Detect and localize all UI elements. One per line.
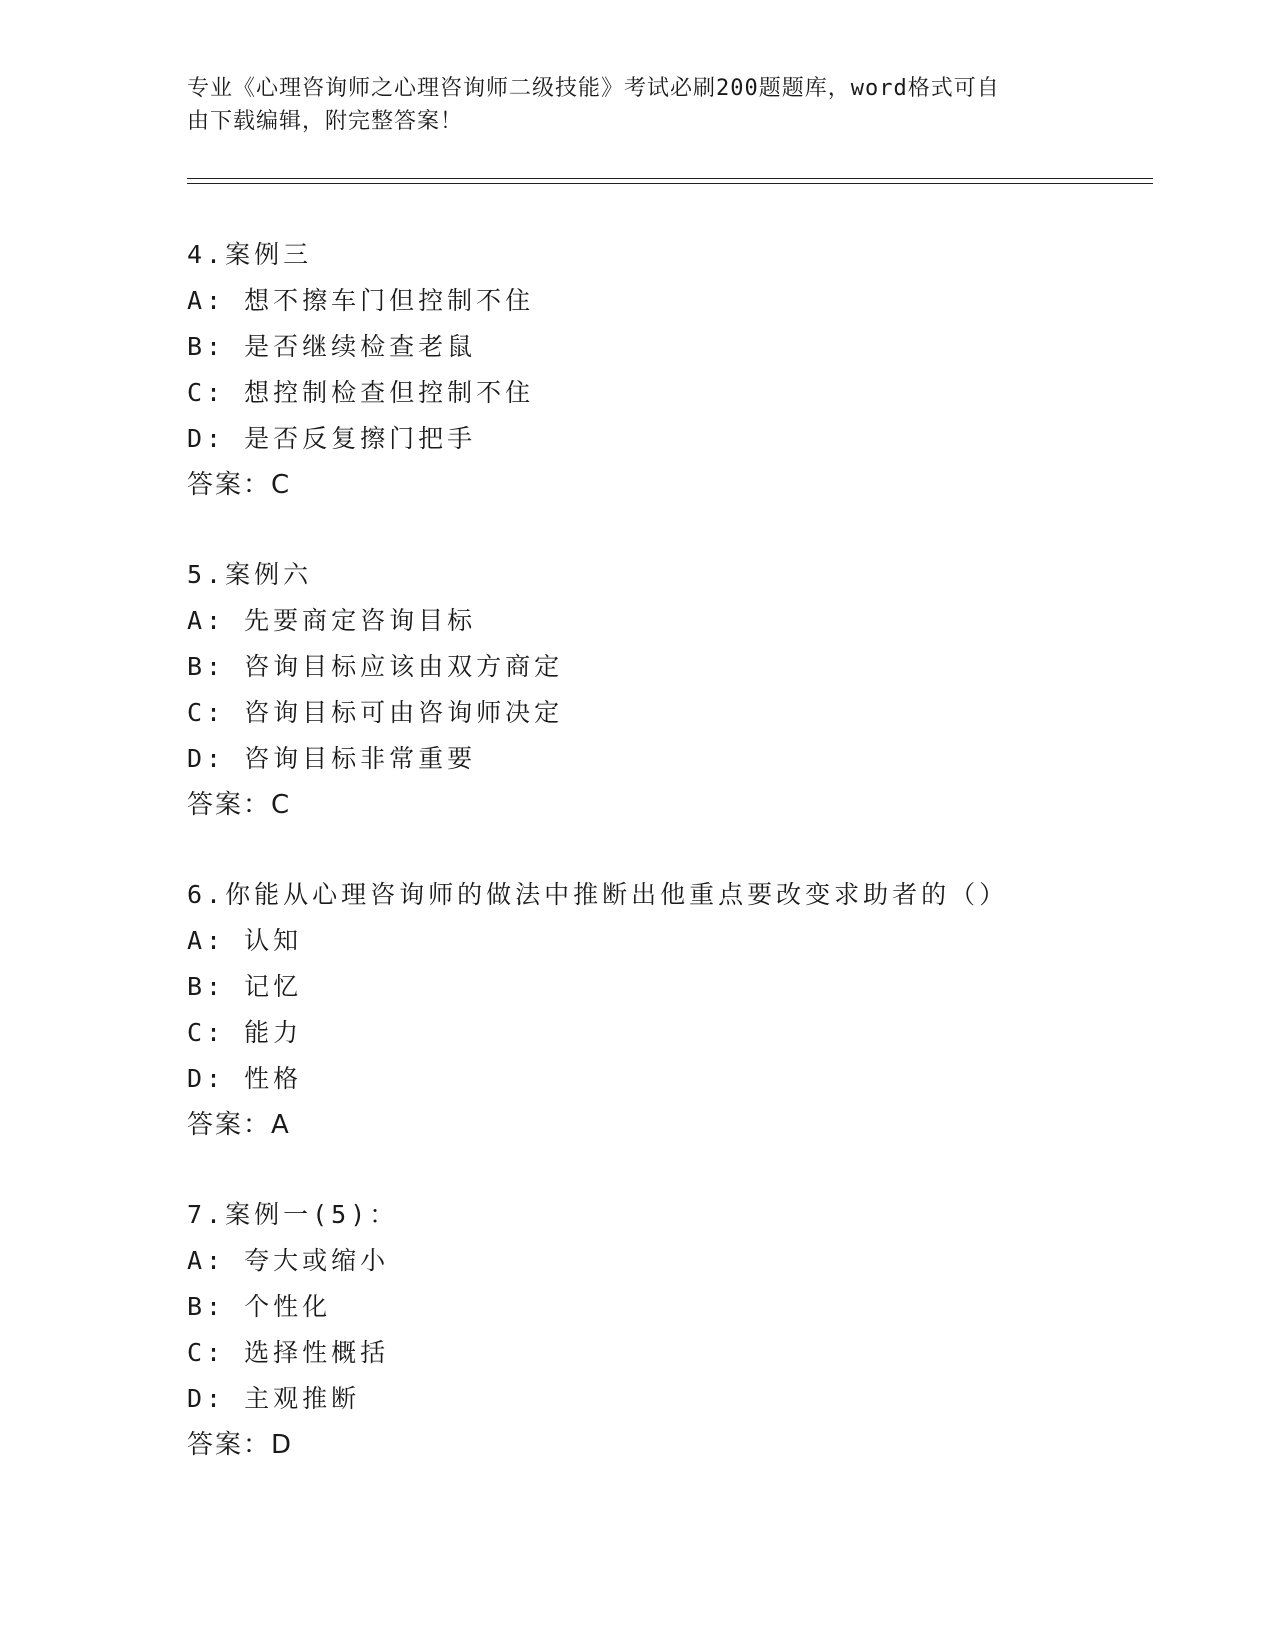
option-a: A: 先要商定咨询目标 — [187, 606, 477, 635]
header-divider-top — [187, 178, 1153, 179]
option-d: D: 咨询目标非常重要 — [187, 744, 477, 773]
answer-line: 答案：C — [187, 470, 292, 500]
answer-line: 答案：D — [187, 1430, 294, 1460]
option-b: B: 个性化 — [187, 1292, 332, 1321]
option-a: A: 夸大或缩小 — [187, 1246, 390, 1275]
option-c: C: 能力 — [187, 1018, 303, 1047]
option-a: A: 认知 — [187, 926, 303, 955]
question-title: 6.你能从心理咨询师的做法中推断出他重点要改变求助者的（） — [187, 880, 1009, 909]
option-c: C: 想控制检查但控制不住 — [187, 378, 535, 407]
question-title: 5.案例六 — [187, 560, 313, 589]
option-c: C: 选择性概括 — [187, 1338, 390, 1367]
question-4 — [187, 232, 1147, 508]
header-divider-bottom — [187, 183, 1153, 184]
option-c: C: 咨询目标可由咨询师决定 — [187, 698, 564, 727]
document-header — [187, 72, 1087, 138]
question-7 — [187, 1192, 1147, 1468]
answer-line: 答案：A — [187, 1110, 291, 1140]
option-b: B: 是否继续检查老鼠 — [187, 332, 477, 361]
option-b: B: 咨询目标应该由双方商定 — [187, 652, 564, 681]
answer-line: 答案：C — [187, 790, 292, 820]
option-a: A: 想不擦车门但控制不住 — [187, 286, 535, 315]
question-title: 7.案例一(5)： — [187, 1200, 399, 1229]
header-line-1: 专业《心理咨询师之心理咨询师二级技能》考试必刷200题题库，word格式可自 — [187, 76, 1000, 101]
option-d: D: 性格 — [187, 1064, 303, 1093]
option-b: B: 记忆 — [187, 972, 303, 1001]
question-title: 4.案例三 — [187, 240, 313, 269]
option-d: D: 主观推断 — [187, 1384, 361, 1413]
question-6 — [187, 872, 1147, 1148]
header-line-2: 由下载编辑，附完整答案！ — [187, 109, 464, 134]
question-5 — [187, 552, 1147, 828]
option-d: D: 是否反复擦门把手 — [187, 424, 477, 453]
